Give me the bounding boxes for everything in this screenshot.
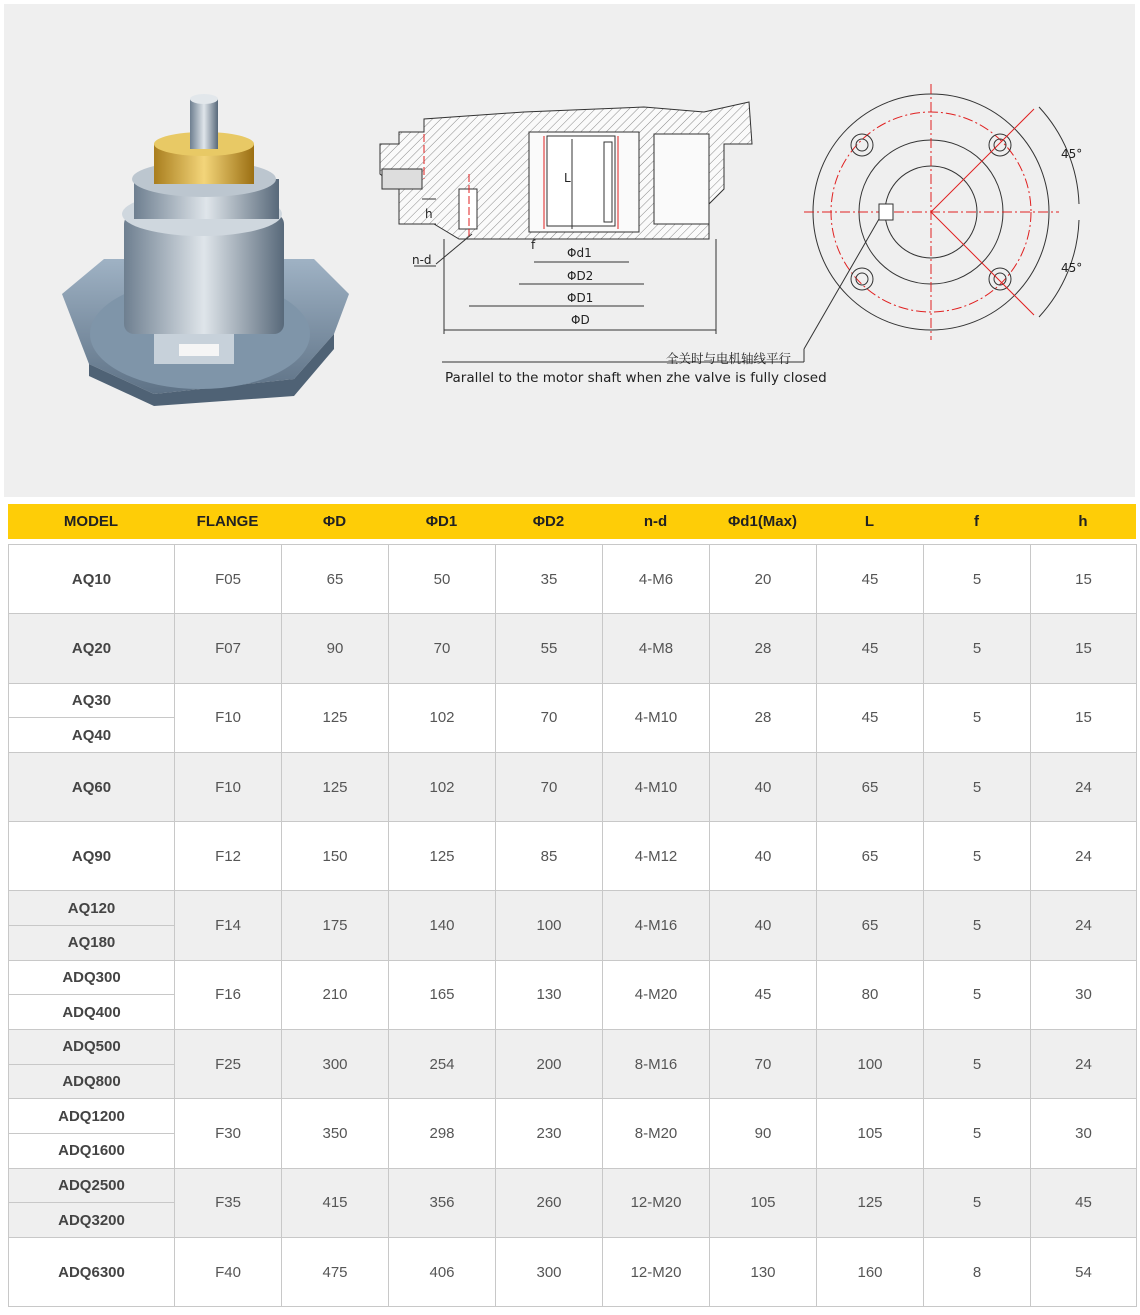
value-cell-D: 210 <box>282 960 389 1029</box>
section-drawing <box>380 102 752 334</box>
value-cell-nd: 4-M10 <box>603 752 710 821</box>
value-cell-d1: 40 <box>710 822 817 891</box>
table-row <box>9 752 1137 821</box>
column-header: ΦD <box>322 513 347 530</box>
value-cell-nd: 12-M20 <box>603 1237 710 1306</box>
value-cell-h: 30 <box>1031 1099 1137 1168</box>
drawing-label-f: f <box>531 238 536 252</box>
value-cell-L: 45 <box>817 545 924 614</box>
value-cell-f: 5 <box>924 1168 1031 1237</box>
model-cell: ADQ500 <box>9 1030 175 1065</box>
value-cell-d1: 40 <box>710 891 817 960</box>
value-cell-d1: 45 <box>710 960 817 1029</box>
column-header: n-d <box>643 513 668 530</box>
value-cell-D2: 85 <box>496 822 603 891</box>
column-header: Φd1(Max) <box>728 513 797 530</box>
value-cell-D1: 356 <box>389 1168 496 1237</box>
value-cell-D: 300 <box>282 1030 389 1099</box>
value-cell-D: 415 <box>282 1168 389 1237</box>
value-cell-flange: F10 <box>175 752 282 821</box>
model-cell: AQ120 <box>9 891 175 926</box>
table-row <box>9 1168 1137 1203</box>
value-cell-d1: 28 <box>710 614 817 683</box>
value-cell-h: 54 <box>1031 1237 1137 1306</box>
value-cell-D: 350 <box>282 1099 389 1168</box>
value-cell-D2: 55 <box>496 614 603 683</box>
value-cell-h: 30 <box>1031 960 1137 1029</box>
value-cell-nd: 4-M12 <box>603 822 710 891</box>
value-cell-D2: 70 <box>496 752 603 821</box>
model-cell: ADQ800 <box>9 1064 175 1099</box>
spec-table <box>8 544 1137 1307</box>
value-cell-nd: 4-M10 <box>603 683 710 752</box>
column-header: L <box>864 513 875 530</box>
table-header <box>8 504 1136 539</box>
table-row <box>9 683 1137 718</box>
drawing-angle-bottom: 45° <box>1061 261 1083 275</box>
column-header: h <box>1078 513 1088 530</box>
value-cell-D2: 70 <box>496 683 603 752</box>
value-cell-D1: 254 <box>389 1030 496 1099</box>
value-cell-L: 45 <box>817 614 924 683</box>
drawing-angle-top: 45° <box>1061 147 1083 161</box>
value-cell-D1: 125 <box>389 822 496 891</box>
value-cell-nd: 4-M20 <box>603 960 710 1029</box>
drawing-label-D: ΦD <box>571 313 590 327</box>
model-cell: ADQ300 <box>9 960 175 995</box>
value-cell-D2: 35 <box>496 545 603 614</box>
value-cell-nd: 4-M16 <box>603 891 710 960</box>
value-cell-L: 100 <box>817 1030 924 1099</box>
value-cell-flange: F10 <box>175 683 282 752</box>
value-cell-L: 105 <box>817 1099 924 1168</box>
value-cell-L: 65 <box>817 891 924 960</box>
drawing-label-h: h <box>425 207 433 221</box>
table-row <box>9 1099 1137 1134</box>
value-cell-d1: 40 <box>710 752 817 821</box>
product-render-image <box>62 94 349 406</box>
model-cell: AQ60 <box>9 752 175 821</box>
value-cell-f: 5 <box>924 752 1031 821</box>
value-cell-D1: 406 <box>389 1237 496 1306</box>
table-row <box>9 960 1137 995</box>
value-cell-nd: 8-M16 <box>603 1030 710 1099</box>
value-cell-h: 24 <box>1031 1030 1137 1099</box>
model-cell: ADQ1600 <box>9 1133 175 1168</box>
drawing-label-D1: ΦD1 <box>567 291 594 305</box>
value-cell-L: 160 <box>817 1237 924 1306</box>
drawing-label-nd: n-d <box>412 253 432 267</box>
value-cell-h: 24 <box>1031 752 1137 821</box>
table-row <box>9 545 1137 614</box>
value-cell-f: 5 <box>924 545 1031 614</box>
model-cell: ADQ1200 <box>9 1099 175 1134</box>
value-cell-flange: F14 <box>175 891 282 960</box>
value-cell-D: 150 <box>282 822 389 891</box>
value-cell-D1: 70 <box>389 614 496 683</box>
value-cell-L: 65 <box>817 752 924 821</box>
caption-english: Parallel to the motor shaft when zhe valve is fully closed <box>445 370 827 386</box>
model-cell: ADQ6300 <box>9 1237 175 1306</box>
value-cell-d1: 130 <box>710 1237 817 1306</box>
value-cell-D: 65 <box>282 545 389 614</box>
value-cell-D1: 102 <box>389 752 496 821</box>
value-cell-d1: 28 <box>710 683 817 752</box>
value-cell-flange: F40 <box>175 1237 282 1306</box>
value-cell-D2: 200 <box>496 1030 603 1099</box>
value-cell-flange: F12 <box>175 822 282 891</box>
value-cell-D2: 100 <box>496 891 603 960</box>
value-cell-L: 65 <box>817 822 924 891</box>
model-cell: AQ40 <box>9 718 175 753</box>
value-cell-L: 45 <box>817 683 924 752</box>
caption-chinese: 全关时与电机轴线平行 <box>666 351 792 366</box>
value-cell-h: 15 <box>1031 683 1137 752</box>
value-cell-f: 5 <box>924 891 1031 960</box>
column-header: ΦD2 <box>532 513 565 530</box>
value-cell-flange: F05 <box>175 545 282 614</box>
drawing-label-L: L <box>564 171 571 185</box>
value-cell-nd: 8-M20 <box>603 1099 710 1168</box>
value-cell-nd: 4-M6 <box>603 545 710 614</box>
value-cell-h: 24 <box>1031 822 1137 891</box>
model-cell: ADQ400 <box>9 995 175 1030</box>
value-cell-flange: F35 <box>175 1168 282 1237</box>
model-cell: AQ30 <box>9 683 175 718</box>
table-row <box>9 822 1137 891</box>
value-cell-f: 5 <box>924 614 1031 683</box>
column-header: FLANGE <box>196 513 259 530</box>
value-cell-D2: 260 <box>496 1168 603 1237</box>
value-cell-D2: 230 <box>496 1099 603 1168</box>
model-cell: AQ10 <box>9 545 175 614</box>
table-row <box>9 1030 1137 1065</box>
value-cell-f: 5 <box>924 1099 1031 1168</box>
value-cell-L: 125 <box>817 1168 924 1237</box>
column-header: f <box>974 513 979 530</box>
value-cell-D: 475 <box>282 1237 389 1306</box>
value-cell-f: 5 <box>924 683 1031 752</box>
value-cell-h: 15 <box>1031 614 1137 683</box>
value-cell-f: 5 <box>924 960 1031 1029</box>
table-row <box>9 614 1137 683</box>
model-cell: ADQ3200 <box>9 1203 175 1238</box>
model-cell: AQ90 <box>9 822 175 891</box>
value-cell-D: 125 <box>282 752 389 821</box>
value-cell-flange: F07 <box>175 614 282 683</box>
model-cell: AQ20 <box>9 614 175 683</box>
drawing-label-D2: ΦD2 <box>567 269 594 283</box>
column-header: ΦD1 <box>425 513 458 530</box>
value-cell-L: 80 <box>817 960 924 1029</box>
value-cell-D2: 130 <box>496 960 603 1029</box>
value-cell-flange: F25 <box>175 1030 282 1099</box>
value-cell-D1: 140 <box>389 891 496 960</box>
value-cell-D1: 165 <box>389 960 496 1029</box>
table-row <box>9 1237 1137 1306</box>
value-cell-D1: 102 <box>389 683 496 752</box>
value-cell-nd: 4-M8 <box>603 614 710 683</box>
figure-drawing <box>4 4 1135 497</box>
value-cell-D2: 300 <box>496 1237 603 1306</box>
drawing-label-d1: Φd1 <box>567 246 592 260</box>
value-cell-nd: 12-M20 <box>603 1168 710 1237</box>
model-cell: AQ180 <box>9 926 175 961</box>
value-cell-d1: 70 <box>710 1030 817 1099</box>
value-cell-D: 125 <box>282 683 389 752</box>
model-cell: ADQ2500 <box>9 1168 175 1203</box>
value-cell-d1: 105 <box>710 1168 817 1237</box>
value-cell-h: 24 <box>1031 891 1137 960</box>
value-cell-D1: 298 <box>389 1099 496 1168</box>
value-cell-h: 45 <box>1031 1168 1137 1237</box>
value-cell-f: 8 <box>924 1237 1031 1306</box>
value-cell-d1: 90 <box>710 1099 817 1168</box>
value-cell-flange: F16 <box>175 960 282 1029</box>
value-cell-D: 90 <box>282 614 389 683</box>
value-cell-d1: 20 <box>710 545 817 614</box>
value-cell-f: 5 <box>924 1030 1031 1099</box>
value-cell-f: 5 <box>924 822 1031 891</box>
value-cell-D: 175 <box>282 891 389 960</box>
table-row <box>9 891 1137 926</box>
product-figure-panel <box>4 4 1135 497</box>
value-cell-h: 15 <box>1031 545 1137 614</box>
column-header: MODEL <box>63 513 119 530</box>
value-cell-D1: 50 <box>389 545 496 614</box>
value-cell-flange: F30 <box>175 1099 282 1168</box>
